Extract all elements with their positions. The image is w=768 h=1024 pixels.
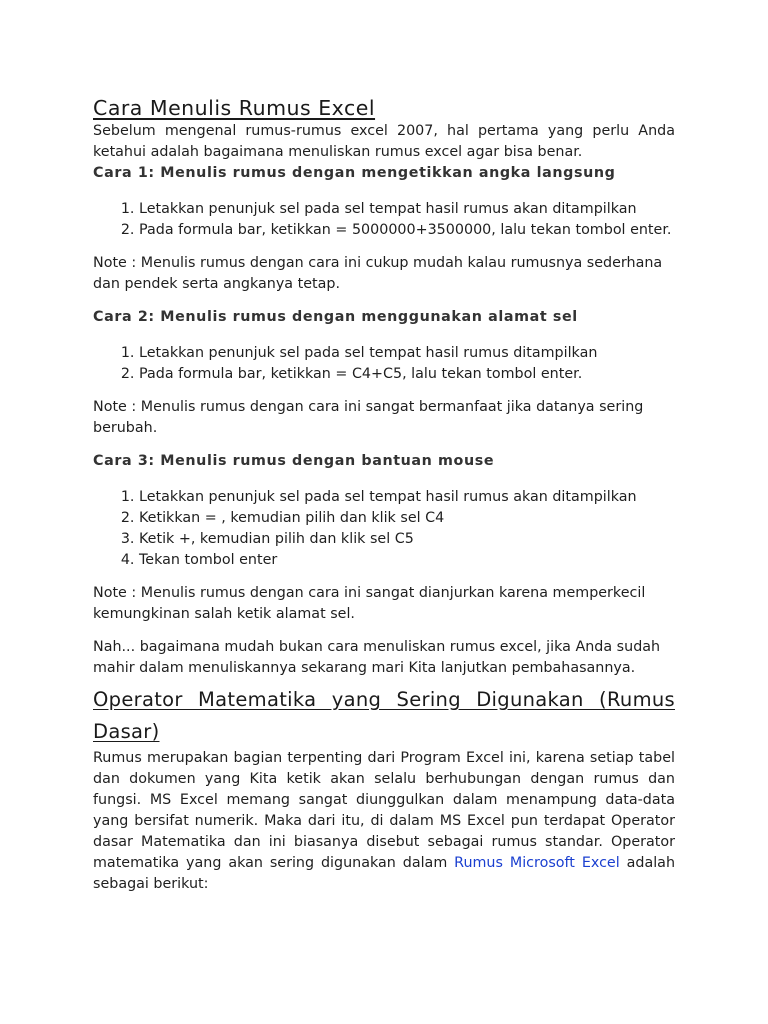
list-item: 2. Pada formula bar, ketikkan = C4+C5, lalu tekan tombol enter. (139, 364, 675, 385)
cara2-steps (93, 343, 675, 385)
page-title: Cara Menulis Rumus Excel (93, 96, 376, 120)
cara3-note: Note : Menulis rumus dengan cara ini sangat dianjurkan karena memperkecil kemungkinan salah ketik alamat sel. (93, 585, 646, 622)
list-item: 1. Letakkan penunjuk sel pada sel tempat hasil rumus akan ditampilkan (139, 199, 675, 220)
cara1-steps (93, 199, 675, 241)
section-title: Operator Matematika yang Sering Digunakan (Rumus Dasar) (93, 688, 675, 743)
cara1-note: Note : Menulis rumus dengan cara ini cukup mudah kalau rumusnya sederhana dan pendek serta angkanya tetap. (93, 255, 663, 292)
section-body-text: Rumus merupakan bagian terpenting dari Program Excel ini, karena setiap tabel dan dokumen yang Kita ketik akan selalu berhubungan dengan rumus dan fungsi. MS Excel memang sangat diunggulkan dalam menampung data-data yang bersifat numerik. Maka dari itu, di dalam MS Excel pun terdapat Operator dasar Matematika dan ini biasanya disebut sebagai rumus standar. Operator matematika yang akan sering digunakan dalam (93, 750, 675, 871)
cara2-heading: Cara 2: Menulis rumus dengan menggunakan alamat sel (93, 309, 578, 325)
section-body (93, 748, 675, 895)
list-item: 2. Ketikkan = , kemudian pilih dan klik sel C4 (139, 508, 675, 529)
section-body-tail: adalah sebagai berikut: (93, 855, 676, 892)
list-item: 3. Ketik +, kemudian pilih dan klik sel C5 (139, 529, 675, 550)
list-item: 4. Tekan tombol enter (139, 550, 675, 571)
cara2-note: Note : Menulis rumus dengan cara ini sangat bermanfaat jika datanya sering berubah. (93, 399, 644, 436)
cara3-heading: Cara 3: Menulis rumus dengan bantuan mouse (93, 453, 495, 469)
cara3-steps (93, 487, 675, 571)
cara1-heading: Cara 1: Menulis rumus dengan mengetikkan angka langsung (93, 165, 616, 181)
closing-paragraph: Nah... bagaimana mudah bukan cara menuliskan rumus excel, jika Anda sudah mahir dalam menuliskannya sekarang mari Kita lanjutkan pembahasannya. (93, 639, 661, 676)
document-content (93, 95, 675, 895)
rumus-microsoft-excel-link[interactable]: Rumus Microsoft Excel (454, 855, 620, 871)
list-item: 1. Letakkan penunjuk sel pada sel tempat hasil rumus akan ditampilkan (139, 487, 675, 508)
list-item: 2. Pada formula bar, ketikkan = 5000000+3500000, lalu tekan tombol enter. (139, 220, 675, 241)
list-item: 1. Letakkan penunjuk sel pada sel tempat hasil rumus ditampilkan (139, 343, 675, 364)
intro-paragraph: Sebelum mengenal rumus-rumus excel 2007, hal pertama yang perlu Anda ketahui adalah bagaimana menuliskan rumus excel agar bisa benar. (93, 123, 675, 160)
